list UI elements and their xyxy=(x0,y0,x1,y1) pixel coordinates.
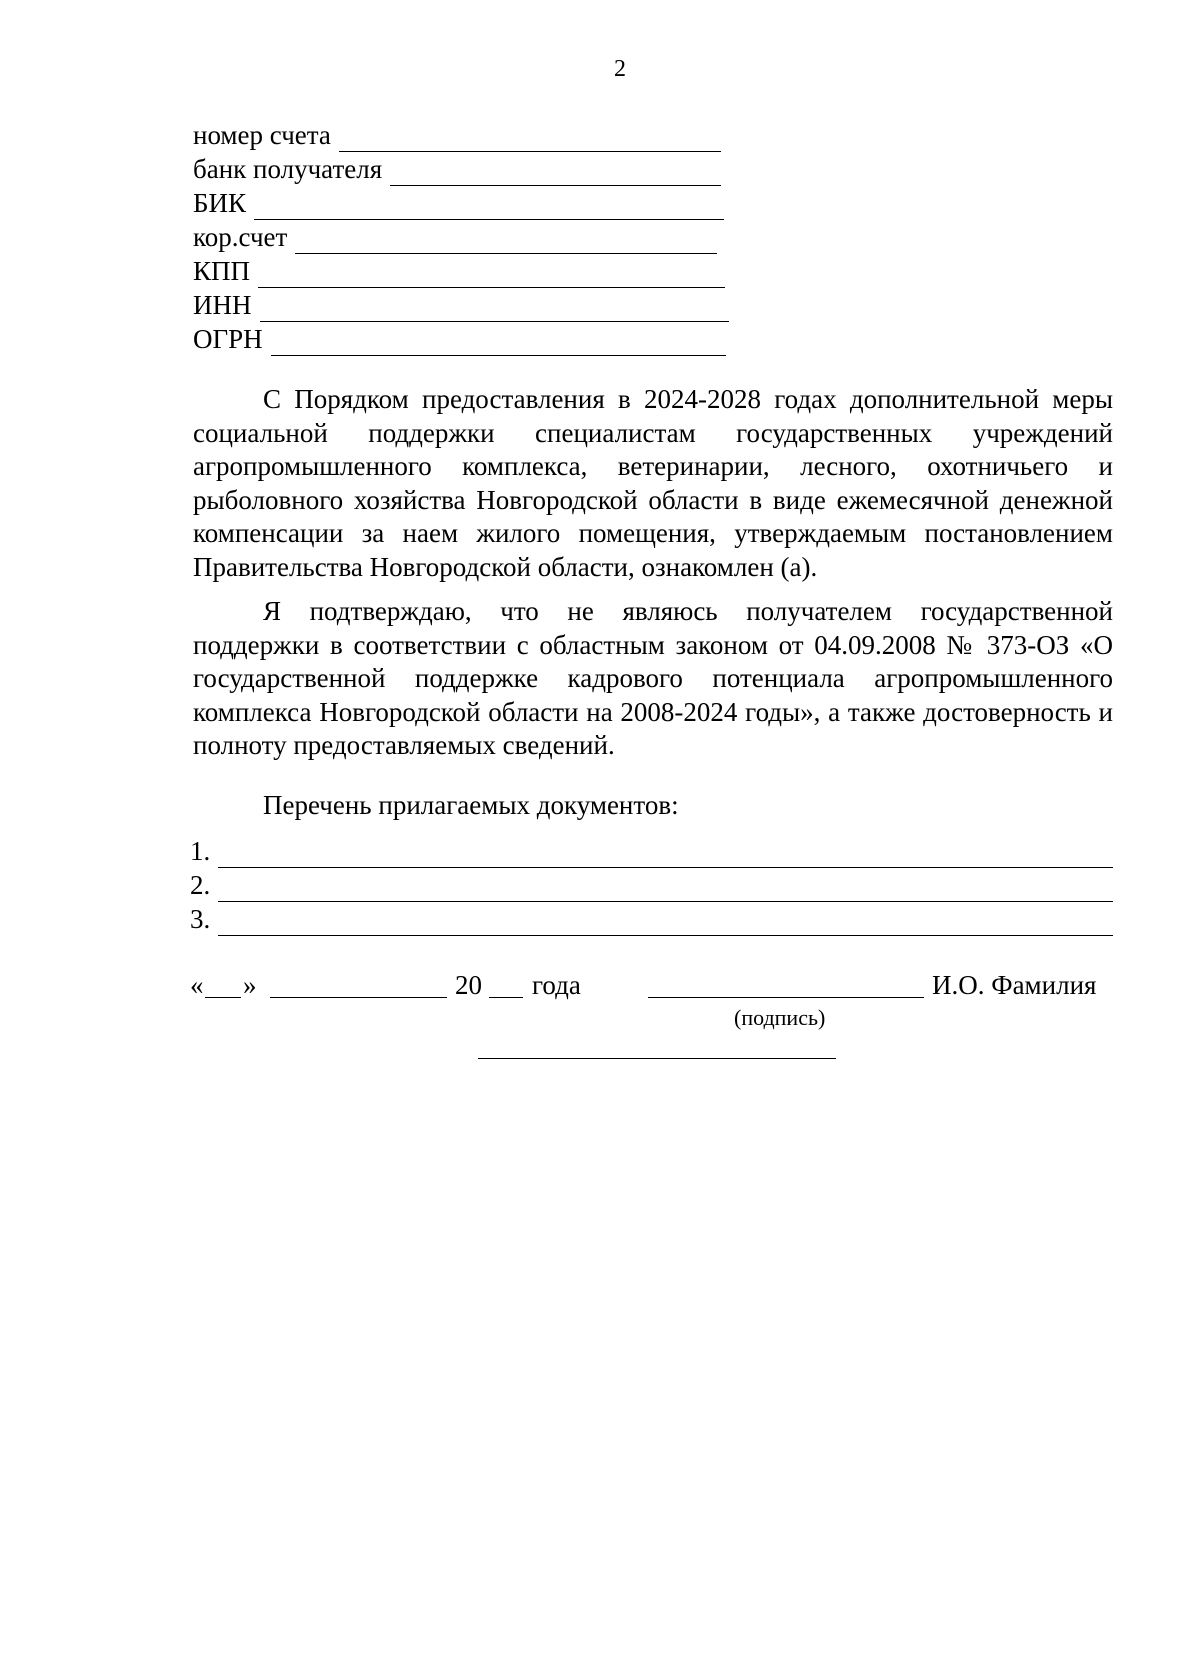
page-number: 2 xyxy=(614,56,626,82)
field-label: банк получателя xyxy=(193,154,383,184)
acknowledgement-paragraph: С Порядком предоставления в 2024-2028 годах дополнительной меры социальной поддержки специалистам государственных учреждений агропромышленного комплекса, ветеринарии, лесного, охотничьего и рыболовного хозяйства Новгородской области в виде ежемесячной денежной компенсации за наем жилого помещения, утверждаемым постановлением Правительства Новгородской области, ознакомлен (а). xyxy=(193,384,1113,582)
blank-line xyxy=(260,293,729,322)
blank-line xyxy=(254,191,724,220)
blank-line xyxy=(218,841,1113,868)
confirmation-paragraph: Я подтверждаю, что не являюсь получателем государственной поддержки в соответствии с областным законом от 04.09.2008 № 373-ОЗ «О государственной поддержке кадрового потенциала агропромышленного комплекса Новгородской области на 2008-2024 годы», а также достоверность и полноту предоставляемых сведений. xyxy=(193,596,1113,760)
documents-heading: Перечень прилагаемых документов: xyxy=(263,790,679,820)
document-number: 2. xyxy=(190,870,211,900)
field-kpp xyxy=(193,254,725,288)
signature-row xyxy=(190,968,1110,1002)
field-label: БИК xyxy=(193,188,247,218)
field-bank-name xyxy=(193,152,721,186)
field-label: ИНН xyxy=(193,290,252,320)
blank-line xyxy=(258,259,725,288)
day-blank xyxy=(205,996,241,998)
field-label: КПП xyxy=(193,256,251,286)
blank-line xyxy=(390,157,721,186)
field-ogrn xyxy=(193,322,726,356)
date-close-quote: » xyxy=(243,970,257,1000)
blank-line xyxy=(218,875,1113,902)
field-corr-account xyxy=(193,220,717,254)
signature-blank xyxy=(648,996,924,998)
signer-name: И.О. Фамилия xyxy=(932,970,1097,1000)
separator-line xyxy=(478,1057,836,1059)
blank-line xyxy=(339,123,721,152)
field-inn xyxy=(193,288,729,322)
year-blank xyxy=(489,996,523,998)
year-suffix: года xyxy=(532,970,581,1000)
field-account-number xyxy=(193,118,721,152)
field-bik xyxy=(193,186,724,220)
document-number: 1. xyxy=(190,836,211,866)
blank-line xyxy=(295,225,717,254)
field-label: кор.счет xyxy=(193,222,288,252)
month-blank xyxy=(270,996,447,998)
blank-line xyxy=(271,327,726,356)
field-label: ОГРН xyxy=(193,324,263,354)
document-item xyxy=(190,834,1113,868)
document-item xyxy=(190,902,1113,936)
year-prefix: 20 xyxy=(455,970,482,1000)
field-label: номер счета xyxy=(193,120,331,150)
signature-caption: (подпись) xyxy=(734,1005,826,1030)
date-open-quote: « xyxy=(190,970,204,1000)
document-number: 3. xyxy=(190,904,211,934)
document-item xyxy=(190,868,1113,902)
blank-line xyxy=(218,909,1113,936)
